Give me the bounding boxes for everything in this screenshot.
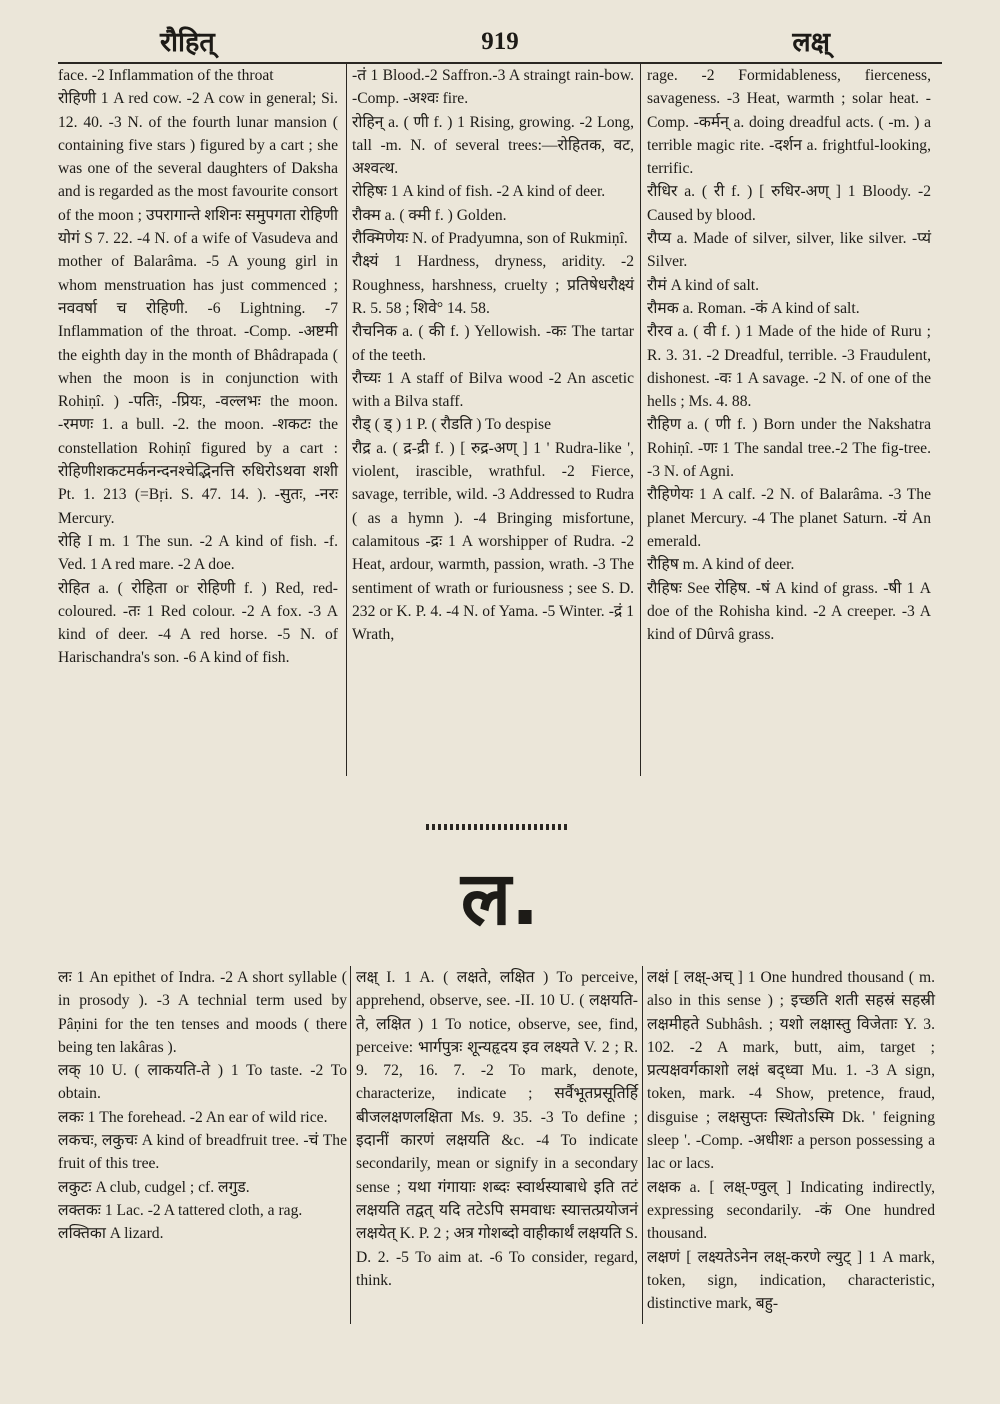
section-letter: ल.	[460, 856, 540, 942]
bottom-column-1	[58, 966, 347, 1246]
entry: रौक्मिणेयः N. of Pradyumna, son of Rukmiṇî.	[352, 230, 628, 248]
column-rule	[642, 966, 643, 1324]
running-head	[60, 22, 940, 62]
entry: लक्षक a. [ लक्ष्-ण्वुल् ] Indicating indirectly, expressing secondarily. -कं One hundred thousand.	[647, 1178, 935, 1243]
column-rule	[346, 64, 347, 776]
entry: रौमं A kind of salt.	[647, 276, 760, 294]
running-head-left: रौहित्	[160, 27, 215, 57]
page-number: 919	[481, 28, 519, 55]
bottom-column-3	[647, 966, 935, 1315]
entry: रौरव a. ( वी f. ) 1 Made of the hide of Ruru ; R. 3. 31. -2 Dreadful, terrible. -3 Fraudulent, dishonest. -वः 1 A savage. -2 N. of one of the hells ; Ms. 4. 88.	[647, 323, 931, 411]
entry: रौहिण a. ( णी f. ) Born under the Nakshatra Rohiṇî. -णः 1 The sandal tree.-2 The fig-tree. -3 N. of Agni.	[647, 416, 931, 481]
entry: लक्ष् I. 1 A. ( लक्षते, लक्षित ) To perceive, apprehend, observe, see. -II. 10 U. ( लक्षयति-ते, लक्षित ) 1 To notice, observe, see, find, perceive: भार्गपुत्रः शून्यहृदय इव लक्ष्यते V. 2 ; R. 9. 72, 16. 7. -2 To mark, denote, characterize, indicate ; सर्वैभूतप्रसूतिर्हि बीजलक्षणलक्षिता Ms. 9. 35. -3 To define ; इदानीं कारणं लक्षयति &c. -4 To indicate secondarily, mean or signify in a secondary sense ; यथा गंगायाः शब्दः स्वार्थस्याबाधे इति तटं लक्षयति तद्वत् यदि तटेऽपि समवाधः स्यात्तत्प्रयोजनं लक्षयेत् K. P. 2 ; अत्र गोशब्दो वाहीकार्थं लक्षयति S. D. 2. -5 To aim at. -6 To consider, regard, think.	[356, 969, 638, 1289]
top-column-2	[352, 64, 634, 646]
entry: face. -2 Inflammation of the throat	[58, 67, 274, 84]
entry: रोहिणी 1 A red cow. -2 A cow in general; Si. 12. 40. -3 N. of the fourth lunar mansion ( containing five stars ) figured by a cart ; she was one of the several daughters of Daksha and is regarded as the most favourite consort of the moon ; उपरागान्ते शशिनः समुपगता रोहिणी योगं S 7. 22. -4 N. of a wife of Vasudeva and mother of Balarâma. -5 A young girl in whom menstruation has just commenced ; नववर्षा च रोहिणी. -6 Lightning. -7 Inflammation of the throat. -Comp. -अष्टमी the eighth day in the month of Bhâdrapada ( when the moon is in conjunction with Rohiṇî. ) -पतिः, -प्रियः, -वल्लभः the moon. -रमणः 1. a bull. -2. the moon. -शकटः the constellation Rohiṇî figured by a cart : रोहिणीशकटमर्कनन्दनश्चेद्भिनत्ति रुधिरोऽथवा शशी Pt. 1. 213 (=Bṛi. S. 47. 14. ). -सुतः, -नरः Mercury.	[58, 90, 338, 527]
entry: रौक्ष्यं 1 Hardness, dryness, aridity. -2 Roughness, harshness, cruelty ; प्रतिषेधरौक्ष्यं R. 5. 58 ; शिवे° 14. 58.	[352, 253, 634, 317]
column-rule	[640, 64, 641, 776]
entry: लक्तकः 1 Lac. -2 A tattered cloth, a rag.	[58, 1201, 303, 1219]
entry: रोहिन् a. ( णी f. ) 1 Rising, growing. -2 Long, tall -m. N. of several trees:—रोहितक, वट, अश्वत्थ.	[352, 113, 634, 178]
entry: -तं 1 Blood.-2 Saffron.-3 A straingt rain-bow. -Comp. -अश्वः fire.	[352, 67, 634, 108]
entry: रोहिषः 1 A kind of fish. -2 A kind of deer.	[352, 183, 606, 201]
entry: रौमक a. Roman. -कं A kind of salt.	[647, 299, 860, 317]
top-column-1	[58, 64, 338, 670]
entry: रौहिषः See रोहिष. -षं A kind of grass. -षी 1 A doe of the Rohisha kind. -2 A creeper. -3 A kind of Dûrvâ grass.	[647, 579, 931, 644]
entry: लः 1 An epithet of Indra. -2 A short syllable ( in prosody ). -3 A technial term used by Pâṇini for the ten tenses and moods ( there being ten lakâras ).	[58, 969, 347, 1056]
top-column-3	[647, 64, 931, 646]
entry: लक्षणं [ लक्ष्यतेऽनेन लक्ष्-करणे ल्युट् ] 1 A mark, token, sign, indication, characteristic, distinctive mark, बहु-	[647, 1248, 935, 1313]
entry: रौच्यः 1 A staff of Bilva wood -2 An ascetic with a Bilva staff.	[352, 369, 634, 411]
bottom-column-2	[356, 966, 638, 1292]
entry: रौधिर a. ( री f. ) [ रुधिर-अण् ] 1 Bloody. -2 Caused by blood.	[647, 183, 931, 224]
entry: रौप्य a. Made of silver, silver, like silver. -प्यं Silver.	[647, 230, 931, 271]
entry: रोहित a. ( रोहिता or रोहिणी f. ) Red, red-coloured. -तः 1 Red colour. -2 A fox. -3 A kind of deer. -4 A red horse. -5 N. of Harischandra's son. -6 A kind of fish.	[58, 579, 338, 667]
entry: रौक्म a. ( क्मी f. ) Golden.	[352, 206, 507, 224]
column-rule	[350, 966, 351, 1324]
entry: rage. -2 Formidableness, fierceness, savageness. -3 Heat, warmth ; solar heat. -Comp. -कर्मन् a. doing dreadful acts. ( -m. ) a terrible magic rite. -दर्शन a. frightful-looking, terrific.	[647, 67, 931, 178]
entry: रौचनिक a. ( की f. ) Yellowish. -कः The tartar of the teeth.	[352, 323, 634, 364]
entry: रोहि I m. 1 The sun. -2 A kind of fish. -f. Ved. 1 A red mare. -2 A doe.	[58, 532, 338, 574]
running-head-right: लक्ष्	[792, 27, 830, 57]
entry: रौड् ( ड् ) 1 P. ( रौडति ) To despise	[352, 416, 552, 434]
entry: लकः 1 The forehead. -2 An ear of wild rice.	[58, 1108, 328, 1126]
entry: रौद्र a. ( द्र-द्री f. ) [ रुद्र-अण् ] 1 ' Rudra-like ', violent, irascible, wrathful. -2 Fierce, savage, terrible, wild. -3 Addressed to Rudra ( as a hymn ). -4 Bringing misfortune, calamitous -द्रः 1 A worshipper of Rudra. -2 Heat, ardour, warmth, passion, wrath. -3 The sentiment of wrath or furiousness ; see S. D. 232 or K. P. 4. -4 N. of Yama. -5 Winter. -द्रं 1 Wrath,	[352, 439, 634, 644]
section-divider	[426, 824, 570, 830]
entry: लक्षं [ लक्ष्-अच् ] 1 One hundred thousand ( m. also in this sense ) ; इच्छति शती सहस्रं सहस्री लक्षमीहते Subhâsh. ; यशो लक्षास्तु विजेताः Y. 3. 102. -2 A mark, butt, aim, target ; प्रत्यक्षवर्गकाशो लक्षं बद्ध्वा Mu. 1. -3 A sign, token, mark. -4 Show, pretence, fraud, disguise ; लक्षसुप्तः स्थितोऽस्मि Dk. ' feigning sleep '. -Comp. -अधीशः a person possessing a lac or lacs.	[647, 969, 935, 1173]
entry: रौहिणेयः 1 A calf. -2 N. of Balarâma. -3 The planet Mercury. -4 The planet Saturn. -यं An emerald.	[647, 486, 931, 550]
entry: रौहिष m. A kind of deer.	[647, 556, 795, 574]
entry: लकुटः A club, cudgel ; cf. लगुड.	[58, 1178, 250, 1196]
entry: लक्तिका A lizard.	[58, 1225, 164, 1243]
entry: लकचः, लकुचः A kind of breadfruit tree. -चं The fruit of this tree.	[58, 1132, 347, 1173]
entry: लक् 10 U. ( लाकयति-ते ) 1 To taste. -2 To obtain.	[58, 1062, 347, 1103]
